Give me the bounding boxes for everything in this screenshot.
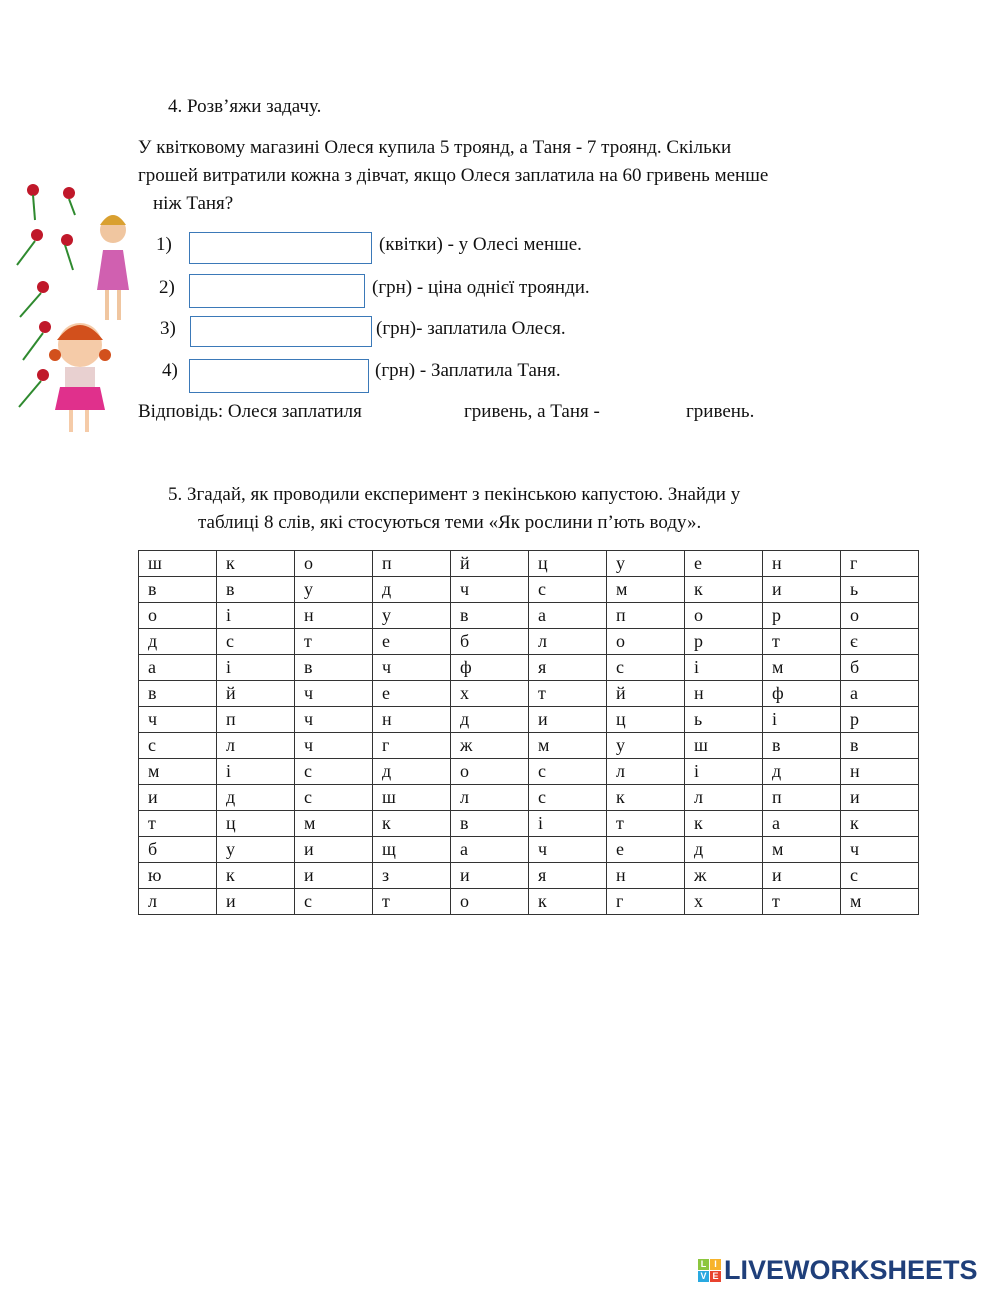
grid-cell[interactable]: л: [451, 785, 529, 811]
grid-cell[interactable]: а: [841, 681, 919, 707]
problem-line: ніж Таня?: [153, 193, 234, 214]
grid-cell[interactable]: у: [373, 603, 451, 629]
grid-cell[interactable]: с: [295, 759, 373, 785]
grid-cell[interactable]: в: [139, 681, 217, 707]
grid-cell[interactable]: і: [529, 811, 607, 837]
grid-cell[interactable]: і: [685, 655, 763, 681]
grid-cell[interactable]: ч: [295, 733, 373, 759]
grid-cell[interactable]: к: [529, 889, 607, 915]
problem-line: грошей витратили кожна з дівчат, якщо Олеся заплатила на 60 гривень менше: [138, 165, 769, 186]
grid-cell[interactable]: и: [139, 785, 217, 811]
grid-cell[interactable]: б: [139, 837, 217, 863]
grid-cell[interactable]: й: [217, 681, 295, 707]
grid-cell[interactable]: ж: [451, 733, 529, 759]
grid-cell[interactable]: о: [685, 603, 763, 629]
grid-cell[interactable]: в: [295, 655, 373, 681]
grid-cell[interactable]: ц: [529, 551, 607, 577]
girl-pink-icon: [97, 215, 129, 320]
grid-cell[interactable]: д: [763, 759, 841, 785]
grid-cell[interactable]: и: [763, 863, 841, 889]
grid-cell[interactable]: р: [763, 603, 841, 629]
grid-cell[interactable]: н: [685, 681, 763, 707]
grid-cell[interactable]: у: [607, 551, 685, 577]
grid-cell[interactable]: ш: [685, 733, 763, 759]
grid-cell[interactable]: м: [607, 577, 685, 603]
grid-cell[interactable]: ц: [607, 707, 685, 733]
grid-cell[interactable]: ц: [217, 811, 295, 837]
grid-cell[interactable]: т: [607, 811, 685, 837]
grid-cell[interactable]: й: [451, 551, 529, 577]
grid-cell[interactable]: д: [373, 759, 451, 785]
step-number: 3): [160, 318, 176, 339]
grid-cell[interactable]: і: [217, 655, 295, 681]
task5-heading: 5. Згадай, як проводили експеримент з пекінською капустою. Знайди у: [168, 484, 741, 505]
grid-cell[interactable]: л: [607, 759, 685, 785]
answer-input-1[interactable]: [189, 232, 372, 264]
step-number: 4): [162, 360, 178, 381]
grid-cell[interactable]: и: [529, 707, 607, 733]
grid-cell[interactable]: с: [529, 785, 607, 811]
grid-cell[interactable]: й: [607, 681, 685, 707]
grid-cell[interactable]: в: [841, 733, 919, 759]
grid-cell[interactable]: т: [373, 889, 451, 915]
grid-cell[interactable]: щ: [373, 837, 451, 863]
grid-cell[interactable]: і: [217, 603, 295, 629]
grid-cell[interactable]: к: [607, 785, 685, 811]
grid-row: [139, 603, 919, 629]
grid-cell[interactable]: п: [763, 785, 841, 811]
grid-cell[interactable]: г: [373, 733, 451, 759]
grid-cell[interactable]: п: [217, 707, 295, 733]
grid-cell[interactable]: л: [217, 733, 295, 759]
grid-row: [139, 785, 919, 811]
grid-row: [139, 655, 919, 681]
grid-cell[interactable]: ч: [529, 837, 607, 863]
grid-cell[interactable]: ч: [373, 655, 451, 681]
grid-cell[interactable]: ч: [841, 837, 919, 863]
grid-row: [139, 863, 919, 889]
answer-input-4[interactable]: [189, 359, 369, 393]
grid-cell[interactable]: ф: [763, 681, 841, 707]
grid-row: [139, 837, 919, 863]
grid-cell[interactable]: і: [763, 707, 841, 733]
grid-cell[interactable]: а: [763, 811, 841, 837]
grid-cell[interactable]: х: [451, 681, 529, 707]
grid-cell[interactable]: и: [451, 863, 529, 889]
grid-cell[interactable]: о: [295, 551, 373, 577]
step-number: 2): [159, 277, 175, 298]
grid-cell[interactable]: ч: [451, 577, 529, 603]
grid-cell[interactable]: о: [841, 603, 919, 629]
grid-cell[interactable]: ч: [295, 707, 373, 733]
grid-cell[interactable]: о: [451, 889, 529, 915]
grid-cell[interactable]: о: [451, 759, 529, 785]
grid-row: [139, 577, 919, 603]
grid-cell[interactable]: н: [607, 863, 685, 889]
word-search-grid: [138, 550, 919, 915]
grid-cell[interactable]: к: [685, 811, 763, 837]
grid-cell[interactable]: д: [451, 707, 529, 733]
grid-cell[interactable]: е: [373, 681, 451, 707]
grid-cell[interactable]: д: [685, 837, 763, 863]
logo-text: LIVEWORKSHEETS: [724, 1255, 978, 1285]
grid-cell[interactable]: с: [295, 889, 373, 915]
grid-cell[interactable]: с: [607, 655, 685, 681]
grid-cell[interactable]: л: [529, 629, 607, 655]
grid-cell[interactable]: ш: [373, 785, 451, 811]
grid-cell[interactable]: п: [607, 603, 685, 629]
grid-cell[interactable]: в: [217, 577, 295, 603]
grid-cell[interactable]: и: [763, 577, 841, 603]
roses-and-girls-illustration: [5, 175, 135, 445]
grid-cell[interactable]: м: [763, 655, 841, 681]
grid-cell[interactable]: и: [295, 863, 373, 889]
grid-cell[interactable]: у: [607, 733, 685, 759]
grid-cell[interactable]: р: [841, 707, 919, 733]
grid-cell[interactable]: т: [763, 889, 841, 915]
grid-row: [139, 681, 919, 707]
grid-cell[interactable]: т: [295, 629, 373, 655]
grid-cell[interactable]: ш: [139, 551, 217, 577]
grid-cell[interactable]: ь: [841, 577, 919, 603]
grid-cell[interactable]: к: [685, 577, 763, 603]
grid-row: [139, 811, 919, 837]
grid-cell[interactable]: н: [763, 551, 841, 577]
grid-cell[interactable]: у: [217, 837, 295, 863]
grid-cell[interactable]: м: [529, 733, 607, 759]
grid-cell[interactable]: з: [373, 863, 451, 889]
grid-cell[interactable]: т: [529, 681, 607, 707]
grid-cell[interactable]: и: [217, 889, 295, 915]
answer-text: гривень.: [686, 401, 755, 422]
grid-cell[interactable]: и: [295, 837, 373, 863]
grid-cell[interactable]: о: [607, 629, 685, 655]
grid-cell[interactable]: б: [451, 629, 529, 655]
grid-cell[interactable]: п: [373, 551, 451, 577]
grid-cell[interactable]: і: [685, 759, 763, 785]
grid-cell[interactable]: ч: [295, 681, 373, 707]
grid-cell[interactable]: а: [139, 655, 217, 681]
answer-input-2[interactable]: [189, 274, 365, 308]
answer-label: Відповідь: Олеся заплатиля: [138, 401, 362, 422]
grid-cell[interactable]: м: [763, 837, 841, 863]
grid-cell[interactable]: б: [841, 655, 919, 681]
grid-cell[interactable]: к: [217, 551, 295, 577]
grid-cell[interactable]: м: [295, 811, 373, 837]
girl-red-hair-icon: [49, 323, 111, 432]
grid-row: [139, 551, 919, 577]
grid-cell[interactable]: т: [139, 811, 217, 837]
grid-cell[interactable]: ь: [685, 707, 763, 733]
grid-cell[interactable]: и: [841, 785, 919, 811]
grid-cell[interactable]: ю: [139, 863, 217, 889]
grid-cell[interactable]: а: [451, 837, 529, 863]
grid-cell[interactable]: в: [763, 733, 841, 759]
grid-cell[interactable]: ч: [139, 707, 217, 733]
grid-cell[interactable]: д: [373, 577, 451, 603]
grid-row: [139, 733, 919, 759]
grid-cell[interactable]: і: [217, 759, 295, 785]
grid-cell[interactable]: к: [841, 811, 919, 837]
grid-cell[interactable]: л: [139, 889, 217, 915]
grid-cell[interactable]: ф: [451, 655, 529, 681]
grid-cell[interactable]: г: [607, 889, 685, 915]
answer-text: гривень, а Таня -: [464, 401, 600, 422]
grid-cell[interactable]: е: [373, 629, 451, 655]
grid-row: [139, 759, 919, 785]
liveworksheets-logo: [698, 1255, 978, 1286]
step-text: (грн) - Заплатила Таня.: [375, 360, 561, 381]
grid-cell[interactable]: с: [529, 577, 607, 603]
grid-cell[interactable]: д: [217, 785, 295, 811]
grid-cell[interactable]: н: [295, 603, 373, 629]
grid-row: [139, 707, 919, 733]
grid-row: [139, 629, 919, 655]
grid-cell[interactable]: є: [841, 629, 919, 655]
grid-cell[interactable]: к: [217, 863, 295, 889]
grid-cell[interactable]: т: [763, 629, 841, 655]
grid-cell[interactable]: д: [139, 629, 217, 655]
grid-cell[interactable]: г: [841, 551, 919, 577]
grid-cell[interactable]: л: [685, 785, 763, 811]
grid-cell[interactable]: я: [529, 863, 607, 889]
grid-cell[interactable]: е: [685, 551, 763, 577]
grid-cell[interactable]: н: [841, 759, 919, 785]
grid-cell[interactable]: м: [841, 889, 919, 915]
grid-cell[interactable]: у: [295, 577, 373, 603]
grid-cell[interactable]: в: [139, 577, 217, 603]
grid-row: [139, 889, 919, 915]
step-text: (грн)- заплатила Олеся.: [376, 318, 566, 339]
problem-line: У квітковому магазині Олеся купила 5 троянд, а Таня - 7 троянд. Скільки: [138, 137, 732, 158]
task4-heading: 4. Розв’яжи задачу.: [168, 96, 322, 117]
grid-cell[interactable]: с: [529, 759, 607, 785]
step-number: 1): [156, 234, 172, 255]
grid-cell[interactable]: ж: [685, 863, 763, 889]
grid-cell[interactable]: к: [373, 811, 451, 837]
grid-cell[interactable]: м: [139, 759, 217, 785]
grid-cell[interactable]: о: [139, 603, 217, 629]
grid-cell[interactable]: е: [607, 837, 685, 863]
grid-cell[interactable]: в: [451, 811, 529, 837]
grid-cell[interactable]: р: [685, 629, 763, 655]
grid-cell[interactable]: с: [217, 629, 295, 655]
step-text: (грн) - ціна однієї троянди.: [372, 277, 590, 298]
grid-cell[interactable]: я: [529, 655, 607, 681]
grid-cell[interactable]: н: [373, 707, 451, 733]
grid-cell[interactable]: с: [139, 733, 217, 759]
answer-input-3[interactable]: [190, 316, 372, 347]
grid-cell[interactable]: в: [451, 603, 529, 629]
grid-cell[interactable]: а: [529, 603, 607, 629]
grid-cell[interactable]: с: [295, 785, 373, 811]
task5-heading: таблиці 8 слів, які стосуються теми «Як рослини п’ють воду».: [198, 512, 702, 533]
grid-cell[interactable]: х: [685, 889, 763, 915]
grid-cell[interactable]: с: [841, 863, 919, 889]
logo-badge-icon: L I V E: [698, 1259, 721, 1282]
step-text: (квітки) - у Олесі менше.: [379, 234, 582, 255]
